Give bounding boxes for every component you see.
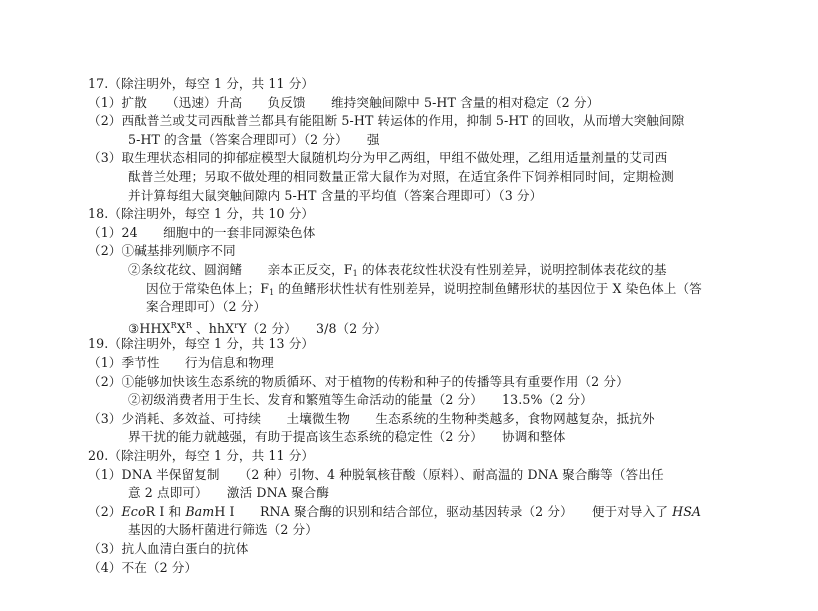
q19-2-answer: （2）①能够加快该生态系统的物质循环、对于植物的传粉和种子的传播等具有重要作用（2 分） <box>88 373 629 389</box>
q20-1-answer: （1）DNA 半保留复制 （2 种）引物、4 种脱氧核苷酸（原料）、耐高温的 DNA 聚合酶等（答出任 <box>88 466 664 482</box>
q18-2-2-answer: ②条纹花纹、圆润鳍 亲本正反交，$F_1$ 的体表花纹性状没有性别差异，说明控制体表花纹的基 <box>128 262 667 278</box>
q17-header: 17.（除注明外，每空 1 分，共 11 分） <box>88 76 315 91</box>
q17-3-answer-cont: 酞普兰处理；另取不做处理的相同数量正常大鼠作为对照，在适宜条件下饲养相同时间，定期检测 <box>128 169 674 184</box>
q18-2-3-answer: $③HHX^RX^R$ 、hhX$^r$Y（2 分） 3/8（2 分） <box>128 320 387 336</box>
q17-3-answer: （3）取生理状态相同的抑郁症模型大鼠随机均分为甲乙两组，甲组不做处理，乙组用适量剂量的艾司西 <box>88 150 668 166</box>
q18-2-2-answer-cont: 案合理即可）（2 分） <box>146 299 267 315</box>
q17-2-answer: （2）西酞普兰或艾司西酞普兰都具有能阻断 5-HT 转运体的作用，抑制 5-HT 的回收，从而增大突触间隙 <box>88 113 685 129</box>
q19-3-answer: （3）少消耗、多效益、可持续 土壤微生物 生态系统的生物种类越多，食物网越复杂，抵抗外 <box>88 410 655 426</box>
q19-3-answer-cont: 界干扰的能力就越强，有助于提高该生态系统的稳定性（2 分） 协调和整体 <box>128 429 566 445</box>
q19-2-2-answer: ②初级消费者用于生长、发育和繁殖等生命活动的能量（2 分） 13.5%（2 分） <box>128 392 593 408</box>
q18-2-2-answer-cont: 因位于常染色体上；$F_1$ 的鱼鳍形状性状有性别差异，说明控制鱼鳍形状的基因位于 X 染色体上（答 <box>146 280 702 297</box>
q20-header: 20.（除注明外，每空 1 分，共 11 分） <box>88 448 315 463</box>
q17-2-answer-cont: 5-HT 的含量（答案合理即可）（2 分） 强 <box>128 131 380 147</box>
q19-1-answer: （1）季节性 行为信息和物理 <box>88 355 274 370</box>
q17-1-answer: （1）扩散 （迅速）升高 负反馈 维持突触间隙中 5-HT 含量的相对稳定（2 分） <box>88 94 600 110</box>
q18-2-answer: （2）①碱基排列顺序不同 <box>88 243 236 259</box>
q19-header: 19.（除注明外，每空 1 分，共 13 分） <box>88 336 315 352</box>
q17-3-answer-cont: 并计算每组大鼠突触间隙内 5-HT 含量的平均值（答案合理即可）（3 分） <box>128 187 543 203</box>
q20-3-answer: （3）抗人血清白蛋白的抗体 <box>88 541 249 556</box>
q20-2-answer: （2）EcoR I 和 BamH I RNA 聚合酶的识别和结合部位，驱动基因转录（2 分） 便于对导入了 HSA <box>88 503 702 519</box>
q20-2-answer-cont: 基因的大肠杆菌进行筛选（2 分） <box>128 522 318 538</box>
q20-1-answer-cont: 意 2 点即可） 激活 DNA 聚合酶 <box>128 485 330 501</box>
q20-4-answer: （4）不在（2 分） <box>88 559 198 575</box>
q18-1-answer: （1）24 细胞中的一套非同源染色体 <box>88 224 316 240</box>
q18-header: 18.（除注明外，每空 1 分，共 10 分） <box>88 206 315 222</box>
